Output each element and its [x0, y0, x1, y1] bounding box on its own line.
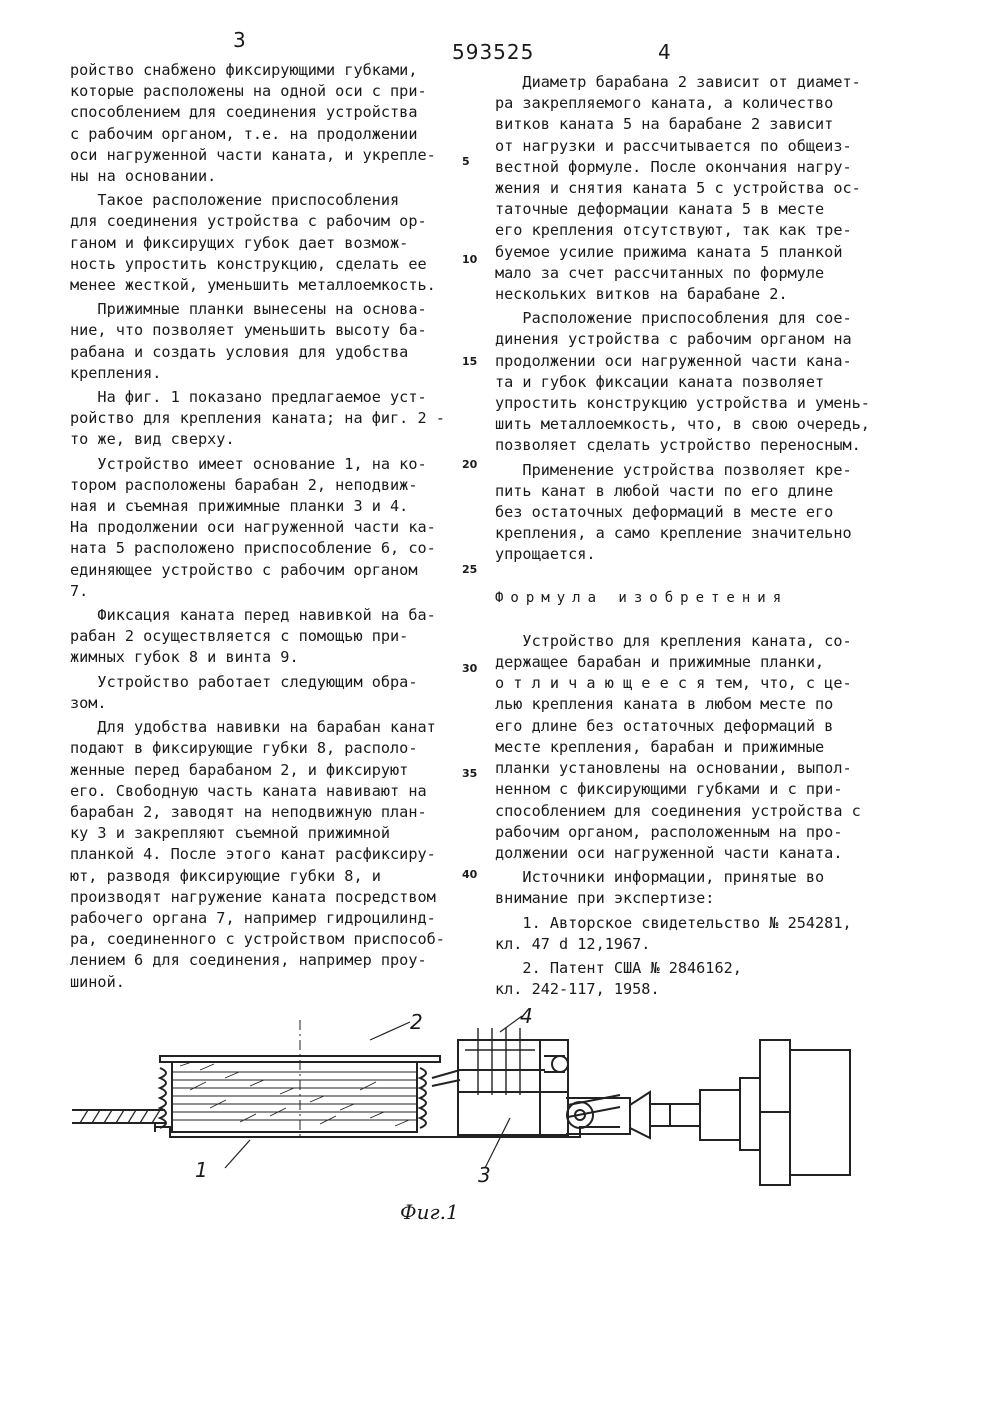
text-line: Фиксация каната перед навивкой на ба- — [70, 606, 436, 625]
text-line: ненном с фиксирующими губками и с при- — [495, 780, 843, 799]
figure-label-fixed-bar: 3 — [478, 1163, 491, 1187]
paragraph — [495, 631, 895, 864]
text-line: Устройство имеет основание 1, на ко- — [70, 454, 427, 473]
text-line: Диаметр барабана 2 зависит от диамет- — [495, 73, 861, 91]
text-line: ра, соединенного с устройством приспособ- — [70, 930, 445, 949]
text-line: Прижимные планки вынесены на основа- — [70, 300, 427, 319]
margin-line-number: 10 — [462, 253, 478, 266]
text-line: ная и съемная прижимные планки 3 и 4. — [70, 497, 409, 516]
text-line: производят нагружение каната посредством — [70, 887, 436, 906]
text-line: упрощается. — [495, 545, 596, 564]
text-line: Устройство для крепления каната, со- — [495, 631, 852, 650]
text-line: для соединения устройства с рабочим ор- — [70, 212, 427, 231]
text-line: женные перед барабаном 2, и фиксируют — [70, 760, 409, 779]
text-line: ют, разводя фиксирующие губки 8, и — [70, 866, 381, 885]
text-line: от нагрузки и рассчитывается по общеиз- — [495, 136, 852, 155]
text-line: нескольких витков на барабане 2. — [495, 285, 788, 304]
paragraph — [70, 190, 470, 296]
text-line: Применение устройства позволяет кре- — [495, 460, 852, 479]
text-line: ку 3 и закрепляют съемной прижимной — [70, 824, 391, 843]
paragraph — [70, 672, 470, 714]
text-line: то же, вид сверху. — [70, 430, 235, 449]
text-line: рабан 2 осуществляется с помощью при- — [70, 627, 409, 646]
text-line: Устройство работает следующим обра- — [70, 672, 418, 691]
margin-line-number: 20 — [462, 458, 478, 471]
text-line: рабочим органом, расположенным на про- — [495, 822, 843, 841]
right-text-column — [495, 72, 895, 1003]
paragraph — [495, 72, 895, 305]
text-line: витков каната 5 на барабане 2 зависит — [495, 115, 834, 134]
text-line: упростить конструкцию устройства и умень- — [495, 394, 870, 413]
text-line: ройство для крепления каната; на фиг. 2 - — [70, 409, 445, 428]
page-number-left: 3 — [233, 28, 246, 52]
paragraph — [70, 717, 470, 993]
text-line: жения и снятия каната 5 с устройства ос- — [495, 179, 861, 198]
margin-line-number: 5 — [462, 155, 470, 168]
text-line: его. Свободную часть каната навивают на — [70, 781, 427, 800]
margin-line-number: 15 — [462, 355, 478, 368]
text-line: динения устройства с рабочим органом на — [495, 330, 852, 349]
patent-number: 593525 — [452, 40, 535, 64]
text-line: Для удобства навивки на барабан канат — [70, 718, 436, 737]
text-line: 2. Патент США № 2846162, — [495, 958, 742, 977]
figure-label-removable-bar: 4 — [520, 1004, 533, 1028]
text-line: планки установлены на основании, выпол- — [495, 759, 852, 778]
paragraph — [495, 867, 895, 909]
text-line: 1. Авторское свидетельство № 254281, — [495, 913, 852, 932]
text-line: продолжении оси нагруженной части кана- — [495, 351, 852, 370]
text-line: шить металлоемкость, что, в свою очередь, — [495, 415, 870, 434]
text-line: месте крепления, барабан и прижимные — [495, 737, 825, 756]
text-line: зом. — [70, 693, 107, 712]
text-line: подают в фиксирующие губки 8, располо- — [70, 739, 418, 758]
margin-line-number: 25 — [462, 563, 478, 576]
text-line: без остаточных деформаций в месте его — [495, 503, 834, 522]
figure-label-drum: 2 — [410, 1010, 423, 1034]
text-line: лью крепления каната в любом месте по — [495, 695, 834, 714]
text-line: кл. 47 d 12,1967. — [495, 934, 651, 953]
margin-line-number: 35 — [462, 767, 478, 780]
paragraph — [495, 913, 895, 955]
margin-line-number: 30 — [462, 662, 478, 675]
text-line: способлением для соединения устройства — [70, 103, 418, 122]
text-line: тором расположены барабан 2, неподвиж- — [70, 475, 418, 494]
text-line: с рабочим органом, т.е. на продолжении — [70, 124, 418, 143]
text-line: мало за счет рассчитанных по формуле — [495, 263, 825, 282]
text-line: жимных губок 8 и винта 9. — [70, 648, 299, 667]
text-line: та и губок фиксации каната позволяет — [495, 372, 825, 391]
text-line: его длине без остаточных деформаций в — [495, 716, 834, 735]
text-line: планкой 4. После этого канат расфиксиру- — [70, 845, 436, 864]
text-line: Такое расположение приспособления — [70, 191, 400, 210]
paragraph — [495, 460, 895, 566]
text-line: пить канат в любой части по его длине — [495, 481, 834, 500]
text-line: держащее барабан и прижимные планки, — [495, 653, 825, 672]
paragraph — [70, 605, 470, 669]
text-line: таточные деформации каната 5 в месте — [495, 200, 825, 219]
text-line: рабана и создать условия для удобства — [70, 342, 409, 361]
figure-caption: Фиг.1 — [400, 1200, 459, 1224]
text-line: На продолжении оси нагруженной части ка- — [70, 518, 436, 537]
text-line: Расположение приспособления для сое- — [495, 309, 852, 328]
text-line: ность упростить конструкцию, сделать ее — [70, 254, 427, 273]
text-line: которые расположены на одной оси с при- — [70, 82, 427, 101]
text-line: вестной формуле. После окончания нагру- — [495, 157, 852, 176]
paragraph — [70, 299, 470, 384]
figure-label-base: 1 — [195, 1158, 208, 1182]
text-line: внимание при экспертизе: — [495, 889, 715, 908]
text-line: способлением для соединения устройства с — [495, 801, 861, 820]
text-line: лением 6 для соединения, например проу- — [70, 951, 427, 970]
text-line: барабан 2, заводят на неподвижную план- — [70, 802, 427, 821]
paragraph — [70, 454, 470, 602]
text-line: ганом и фиксирущих губок дает возмож- — [70, 233, 409, 252]
text-line: крепления, а само крепление значительно — [495, 524, 852, 543]
text-line: должении оси нагруженной части каната. — [495, 843, 843, 862]
text-line: 7. — [70, 581, 89, 600]
left-text-column — [70, 60, 470, 996]
text-line: единяющее устройство с рабочим органом — [70, 560, 418, 579]
paragraph — [70, 387, 470, 451]
text-line: его крепления отсутствуют, так как тре- — [495, 221, 852, 240]
text-line: позволяет сделать устройство переносным. — [495, 436, 861, 455]
text-line: шиной. — [70, 972, 125, 991]
formula-heading: Формула изобретения — [495, 589, 789, 606]
text-line: крепления. — [70, 363, 162, 382]
figure-1-drawing — [60, 1000, 960, 1230]
text-line: буемое усилие прижима каната 5 планкой — [495, 242, 843, 261]
text-line: менее жесткой, уменьшить металлоемкость. — [70, 276, 436, 295]
text-line: ны на основании. — [70, 167, 217, 186]
text-line: рабочего органа 7, например гидроцилинд- — [70, 908, 436, 927]
text-line: кл. 242-117, 1958. — [495, 980, 660, 999]
paragraph — [70, 60, 470, 187]
text-line: оси нагруженной части каната, и укрепле- — [70, 145, 436, 164]
text-line: ройство снабжено фиксирующими губками, — [70, 61, 418, 79]
text-line: ние, что позволяет уменьшить высоту ба- — [70, 321, 427, 340]
page-number-right: 4 — [658, 40, 671, 64]
text-line: ната 5 расположено приспособление 6, со- — [70, 539, 436, 558]
margin-line-number: 40 — [462, 868, 478, 881]
paragraph — [495, 308, 895, 456]
text-line: Источники информации, принятые во — [495, 868, 825, 887]
text-line: о т л и ч а ю щ е е с я тем, что, с це- — [495, 674, 852, 693]
paragraph — [495, 958, 895, 1000]
text-line: На фиг. 1 показано предлагаемое уст- — [70, 388, 427, 407]
text-line: ра закрепляемого каната, а количество — [495, 94, 834, 113]
